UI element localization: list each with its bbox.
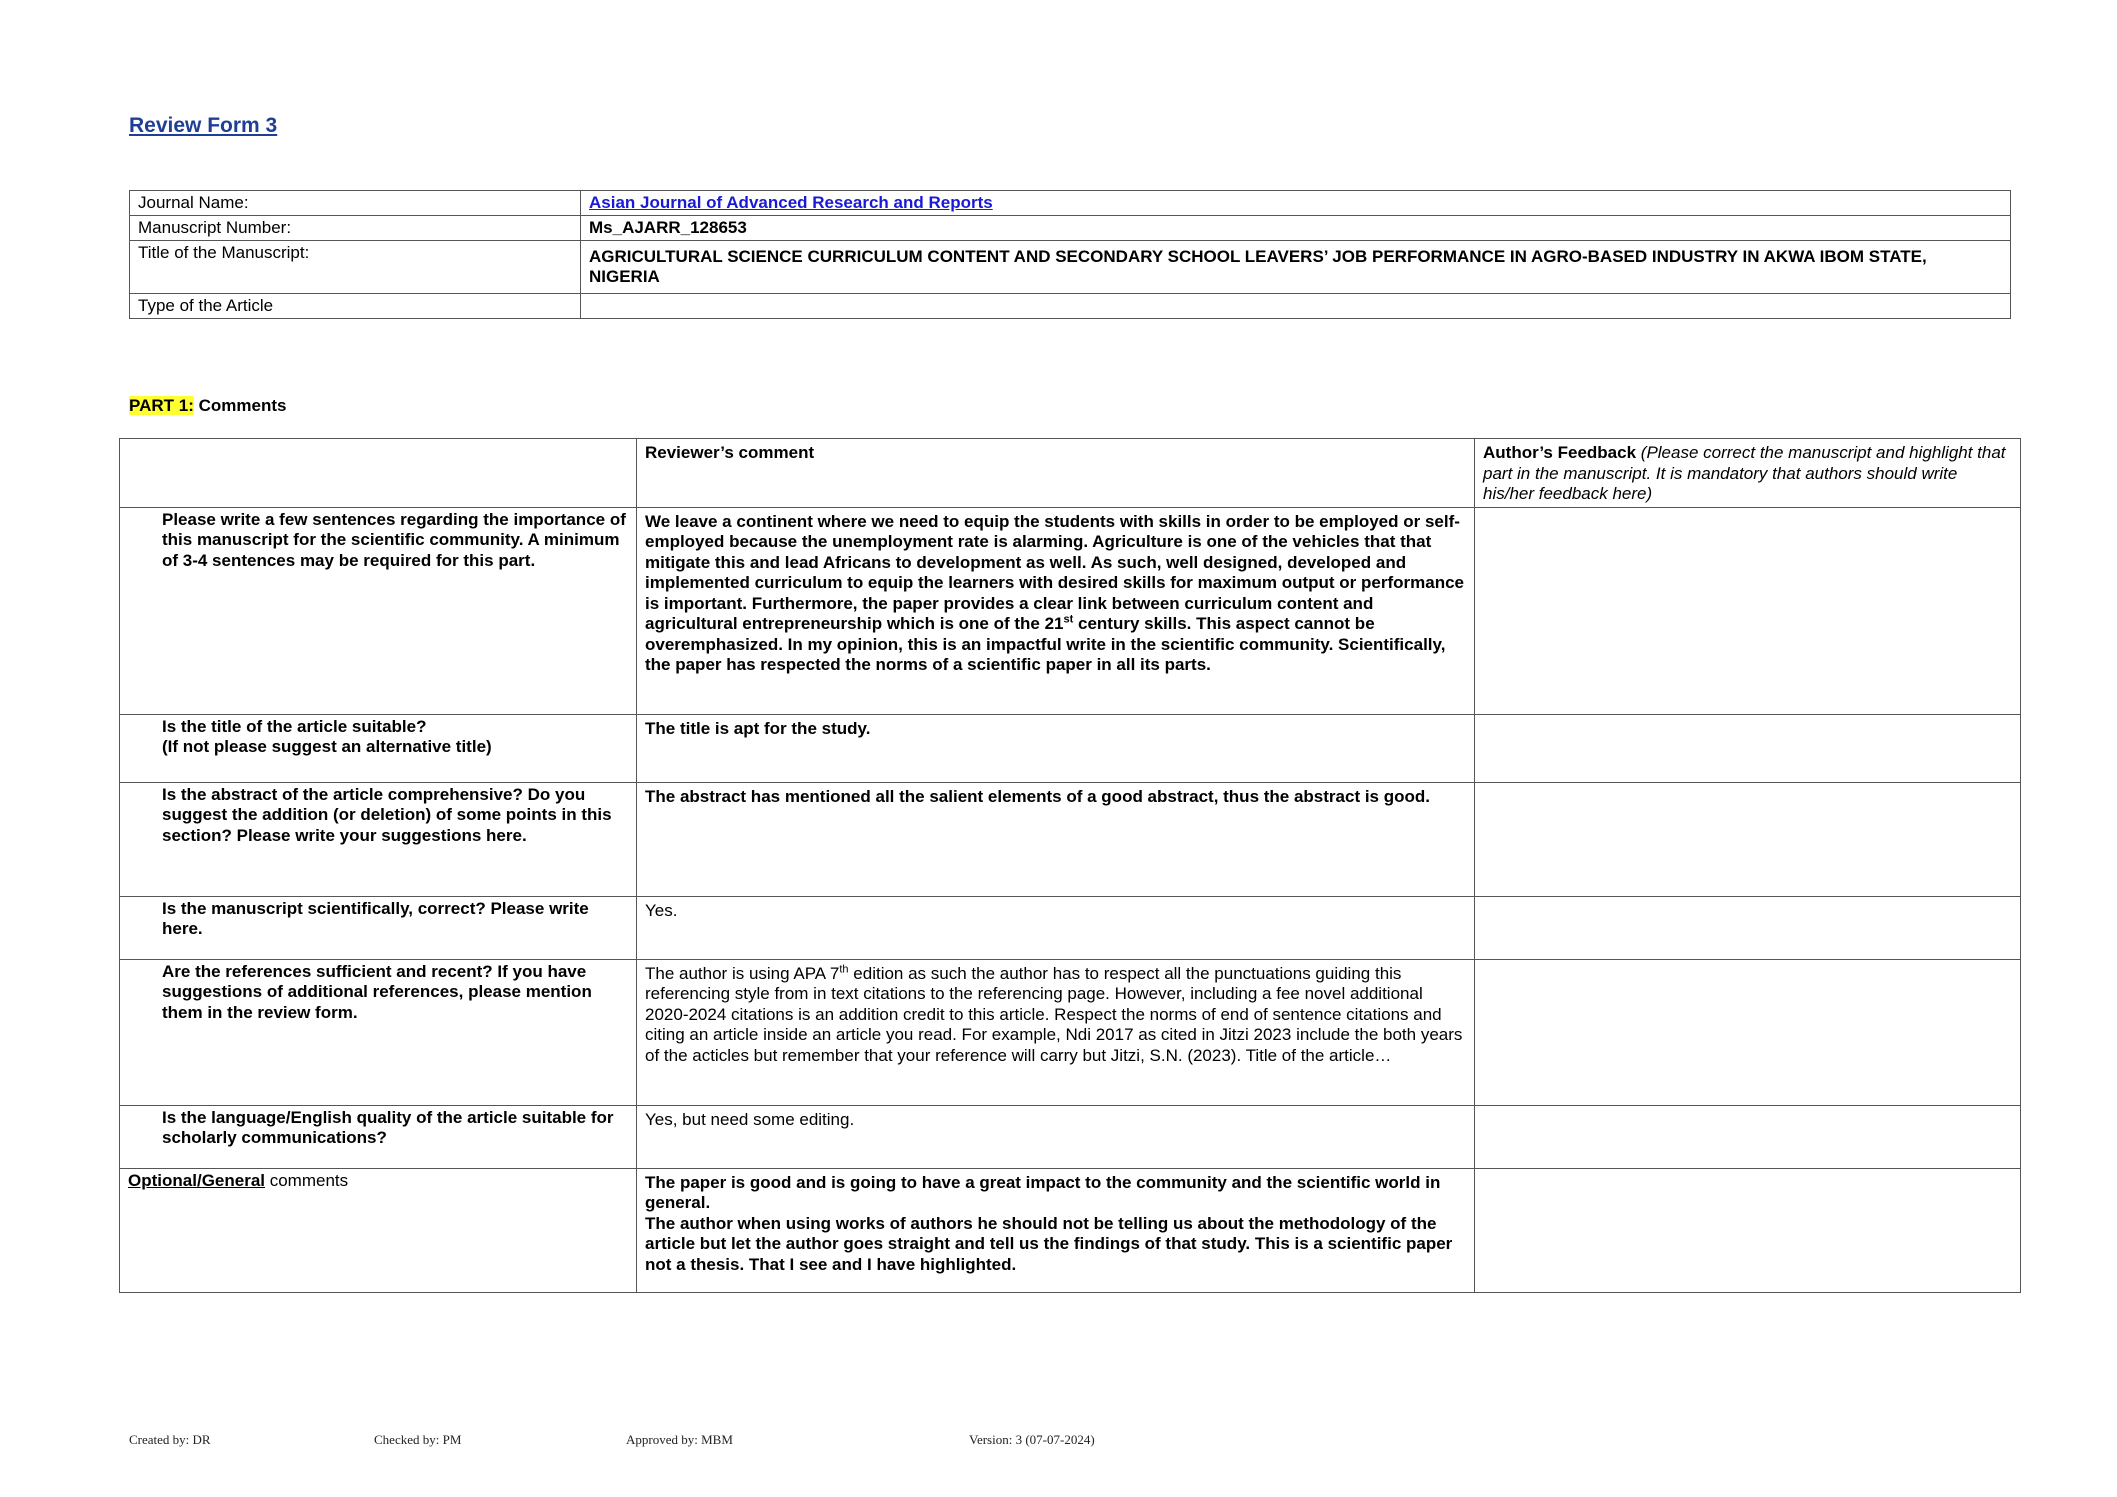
comments-label: comments <box>265 1170 349 1190</box>
manuscript-title: AGRICULTURAL SCIENCE CURRICULUM CONTENT AND SECONDARY SCHOOL LEAVERS’ JOB PERFORMANCE IN AGRO-BASED INDUSTRY IN AKWA IBOM STATE, NIGERIA <box>581 241 2011 294</box>
optional-label: Optional <box>128 1170 197 1190</box>
question-cell: Is the abstract of the article comprehensive? Do you suggest the addition (or deletion) of some points in this section? Please write your suggestions here. <box>120 782 637 896</box>
optional-comments-row <box>120 1168 2021 1292</box>
optional-label-cell <box>120 1168 637 1292</box>
author-feedback-cell[interactable] <box>1475 1168 2021 1292</box>
comment-text: century skills. This aspect cannot be overemphasized. In my opinion, this is an impactful write in the scientific community. Scientifically, the paper has respected the norms of a scientific paper in all its parts. <box>645 614 1446 674</box>
comment-paragraph: The author when using works of authors he should not be telling us about the methodology of the article but let the author goes straight and tell us the findings of that study. This is a scientific paper not a thesis. That I see and I have highlighted. <box>645 1213 1453 1274</box>
type-value[interactable] <box>581 294 2011 319</box>
table-row <box>120 782 2021 896</box>
journal-link[interactable]: Asian Journal of Advanced Research and Reports <box>589 193 993 212</box>
journal-label: Journal Name: <box>130 191 581 216</box>
journal-value-cell <box>581 191 2011 216</box>
question-line: Is the title of the article suitable? <box>162 716 427 736</box>
table-row <box>120 896 2021 959</box>
table-row <box>120 959 2021 1105</box>
general-label: General <box>201 1170 265 1190</box>
author-feedback-cell[interactable] <box>1475 959 2021 1105</box>
part-heading <box>129 396 286 416</box>
reviewer-comment-header: Reviewer’s comment <box>637 439 1475 508</box>
manuscript-number: Ms_AJARR_128653 <box>581 216 2011 241</box>
header-empty-cell <box>120 439 637 508</box>
footer-checked: Checked by: PM <box>374 1432 462 1447</box>
author-feedback-cell[interactable] <box>1475 896 2021 959</box>
comment-text: edition as such the author has to respect all the punctuations guiding this referencing style from in text citations to the referencing page. However, including a fee novel additional 2020-2024 citations is an addition credit to this article. Respect the norms of end of sentence citations and citing an article inside an article you read. For example, Ndi 2017 as cited in Jitzi 2023 include the both years of the acticles but remember that your reference will carry but Jitzi, S.N. (2023). Title of the article… <box>645 963 1463 1065</box>
question-cell: Is the language/English quality of the article suitable for scholarly communications? <box>120 1105 637 1168</box>
table-row <box>120 507 2021 714</box>
manuscript-row <box>130 216 2011 241</box>
reviewer-comment[interactable]: Yes. <box>637 896 1475 959</box>
header-row <box>120 439 2021 508</box>
footer-approved: Approved by: MBM <box>626 1432 733 1447</box>
reviewer-comment[interactable] <box>637 1168 1475 1292</box>
reviewer-comment[interactable] <box>637 959 1475 1105</box>
footer-version: Version: 3 (07-07-2024) <box>969 1432 1095 1447</box>
comment-superscript: th <box>839 962 849 975</box>
question-cell: Please write a few sentences regarding the importance of this manuscript for the scientific community. A minimum of 3-4 sentences may be required for this part. <box>120 507 637 714</box>
title-label: Title of the Manuscript: <box>130 241 581 294</box>
reviewer-comment[interactable] <box>637 507 1475 714</box>
manuscript-label: Manuscript Number: <box>130 216 581 241</box>
question-line: (If not please suggest an alternative title) <box>162 737 492 756</box>
optional-label-sep: / <box>196 1170 202 1190</box>
footer-created: Created by: DR <box>129 1432 211 1447</box>
comment-paragraph: The paper is good and is going to have a great impact to the community and the scientific world in general. <box>645 1172 1441 1212</box>
table-row <box>120 714 2021 782</box>
part-text: Comments <box>198 396 287 415</box>
author-feedback-cell[interactable] <box>1475 1105 2021 1168</box>
table-row <box>120 1105 2021 1168</box>
comment-text: We leave a continent where we need to equip the students with skills in order to be employed or self-employed because the unemployment rate is alarming. Agriculture is one of the vehicles that that mitigate this and lead Africans to development as well. As such, well designed, developed and implemented curriculum to equip the learners with desired skills for maximum output or performance is important. Furthermore, the paper provides a clear link between curriculum content and agricultural entrepreneurship which is one of the 21 <box>645 511 1465 633</box>
question-cell: Is the manuscript scientifically, correct? Please write here. <box>120 896 637 959</box>
comments-table <box>119 438 2021 1293</box>
reviewer-comment[interactable]: The abstract has mentioned all the salient elements of a good abstract, thus the abstract is good. <box>637 782 1475 896</box>
author-feedback-note: (Please correct the manuscript and highlight that part in the manuscript. It is mandatory that authors should write his/her feedback here) <box>1483 443 2006 503</box>
type-label: Type of the Article <box>130 294 581 319</box>
question-cell: Are the references sufficient and recent? If you have suggestions of additional references, please mention them in the review form. <box>120 959 637 1105</box>
manuscript-info-table <box>129 190 2011 319</box>
reviewer-comment[interactable]: Yes, but need some editing. <box>637 1105 1475 1168</box>
part-label: PART 1: <box>129 396 194 415</box>
author-feedback-cell[interactable] <box>1475 507 2021 714</box>
comment-superscript: st <box>1063 613 1074 626</box>
reviewer-comment[interactable]: The title is apt for the study. <box>637 714 1475 782</box>
question-cell <box>120 714 637 782</box>
journal-row <box>130 191 2011 216</box>
author-feedback-cell[interactable] <box>1475 714 2021 782</box>
form-title[interactable]: Review Form 3 <box>129 114 278 137</box>
author-feedback-title: Author’s Feedback <box>1483 443 1637 462</box>
comment-text: The author is using APA 7 <box>645 963 840 983</box>
title-row <box>130 241 2011 294</box>
author-feedback-cell[interactable] <box>1475 782 2021 896</box>
type-row <box>130 294 2011 319</box>
author-feedback-header <box>1475 439 2021 508</box>
